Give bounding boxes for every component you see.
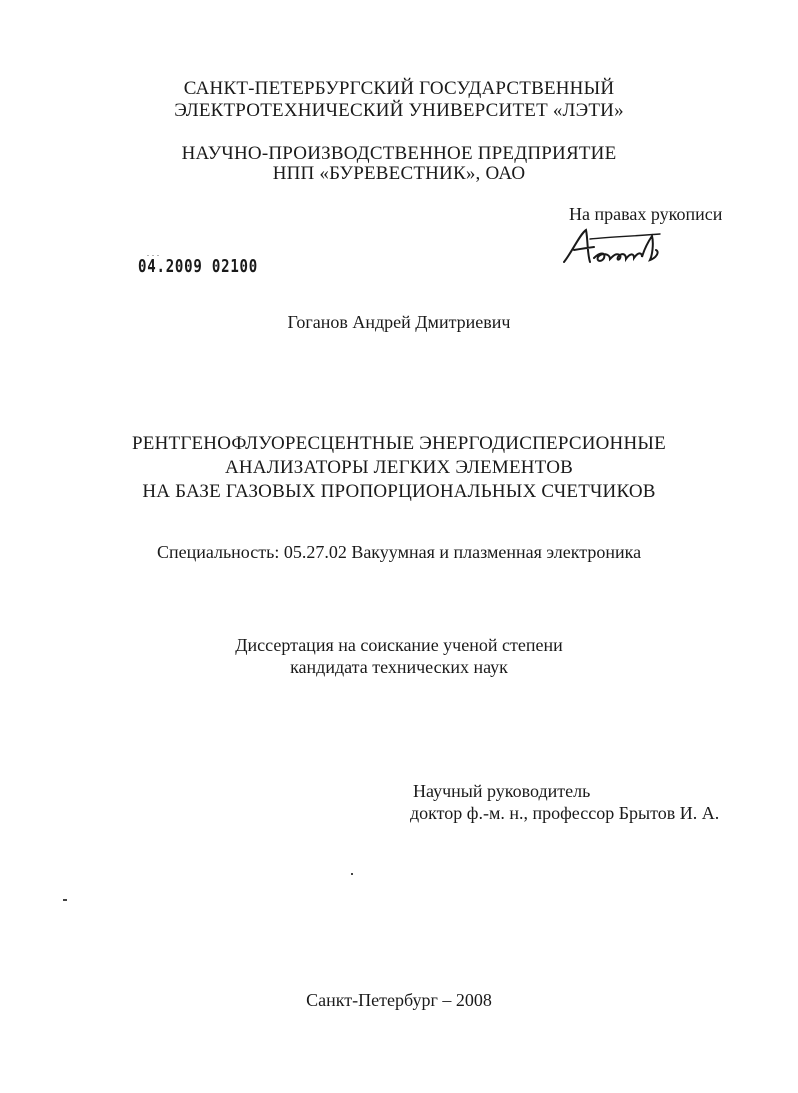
place-year: Санкт-Петербург – 2008 xyxy=(306,990,492,1010)
supervisor-name: доктор ф.-м. н., профессор Брытов И. А. xyxy=(410,803,720,823)
title-line-3: НА БАЗЕ ГАЗОВЫХ ПРОПОРЦИОНАЛЬНЫХ СЧЕТЧИКОВ xyxy=(142,481,656,502)
dissertation-line-2: кандидата технических наук xyxy=(290,657,508,677)
university-line-1: САНКТ-ПЕТЕРБУРГСКИЙ ГОСУДАРСТВЕННЫЙ xyxy=(183,78,615,99)
catalog-number: 04.2009 02100 xyxy=(138,256,259,277)
manuscript-note: На правах рукописи xyxy=(569,204,723,224)
author-signature xyxy=(560,222,675,270)
supervisor-role: Научный руководитель xyxy=(413,781,591,801)
dissertation-line-1: Диссертация на соискание ученой степени xyxy=(235,635,563,655)
title-line-2: АНАЛИЗАТОРЫ ЛЕГКИХ ЭЛЕМЕНТОВ xyxy=(224,457,574,478)
title-line-1: РЕНТГЕНОФЛУОРЕСЦЕНТНЫЕ ЭНЕРГОДИСПЕРСИОННЫЕ xyxy=(132,433,666,454)
specialty: Специальность: 05.27.02 Вакуумная и плазменная электроника xyxy=(156,542,642,562)
catalog-dots: ... xyxy=(147,249,162,258)
enterprise-line-1: НАУЧНО-ПРОИЗВОДСТВЕННОЕ ПРЕДПРИЯТИЕ xyxy=(181,143,617,164)
scan-speck xyxy=(351,873,353,875)
scan-speck xyxy=(63,899,67,901)
enterprise-line-2: НПП «БУРЕВЕСТНИК», ОАО xyxy=(272,163,526,184)
university-line-2: ЭЛЕКТРОТЕХНИЧЕСКИЙ УНИВЕРСИТЕТ «ЛЭТИ» xyxy=(174,100,624,121)
author-name: Гоганов Андрей Дмитриевич xyxy=(287,312,511,332)
